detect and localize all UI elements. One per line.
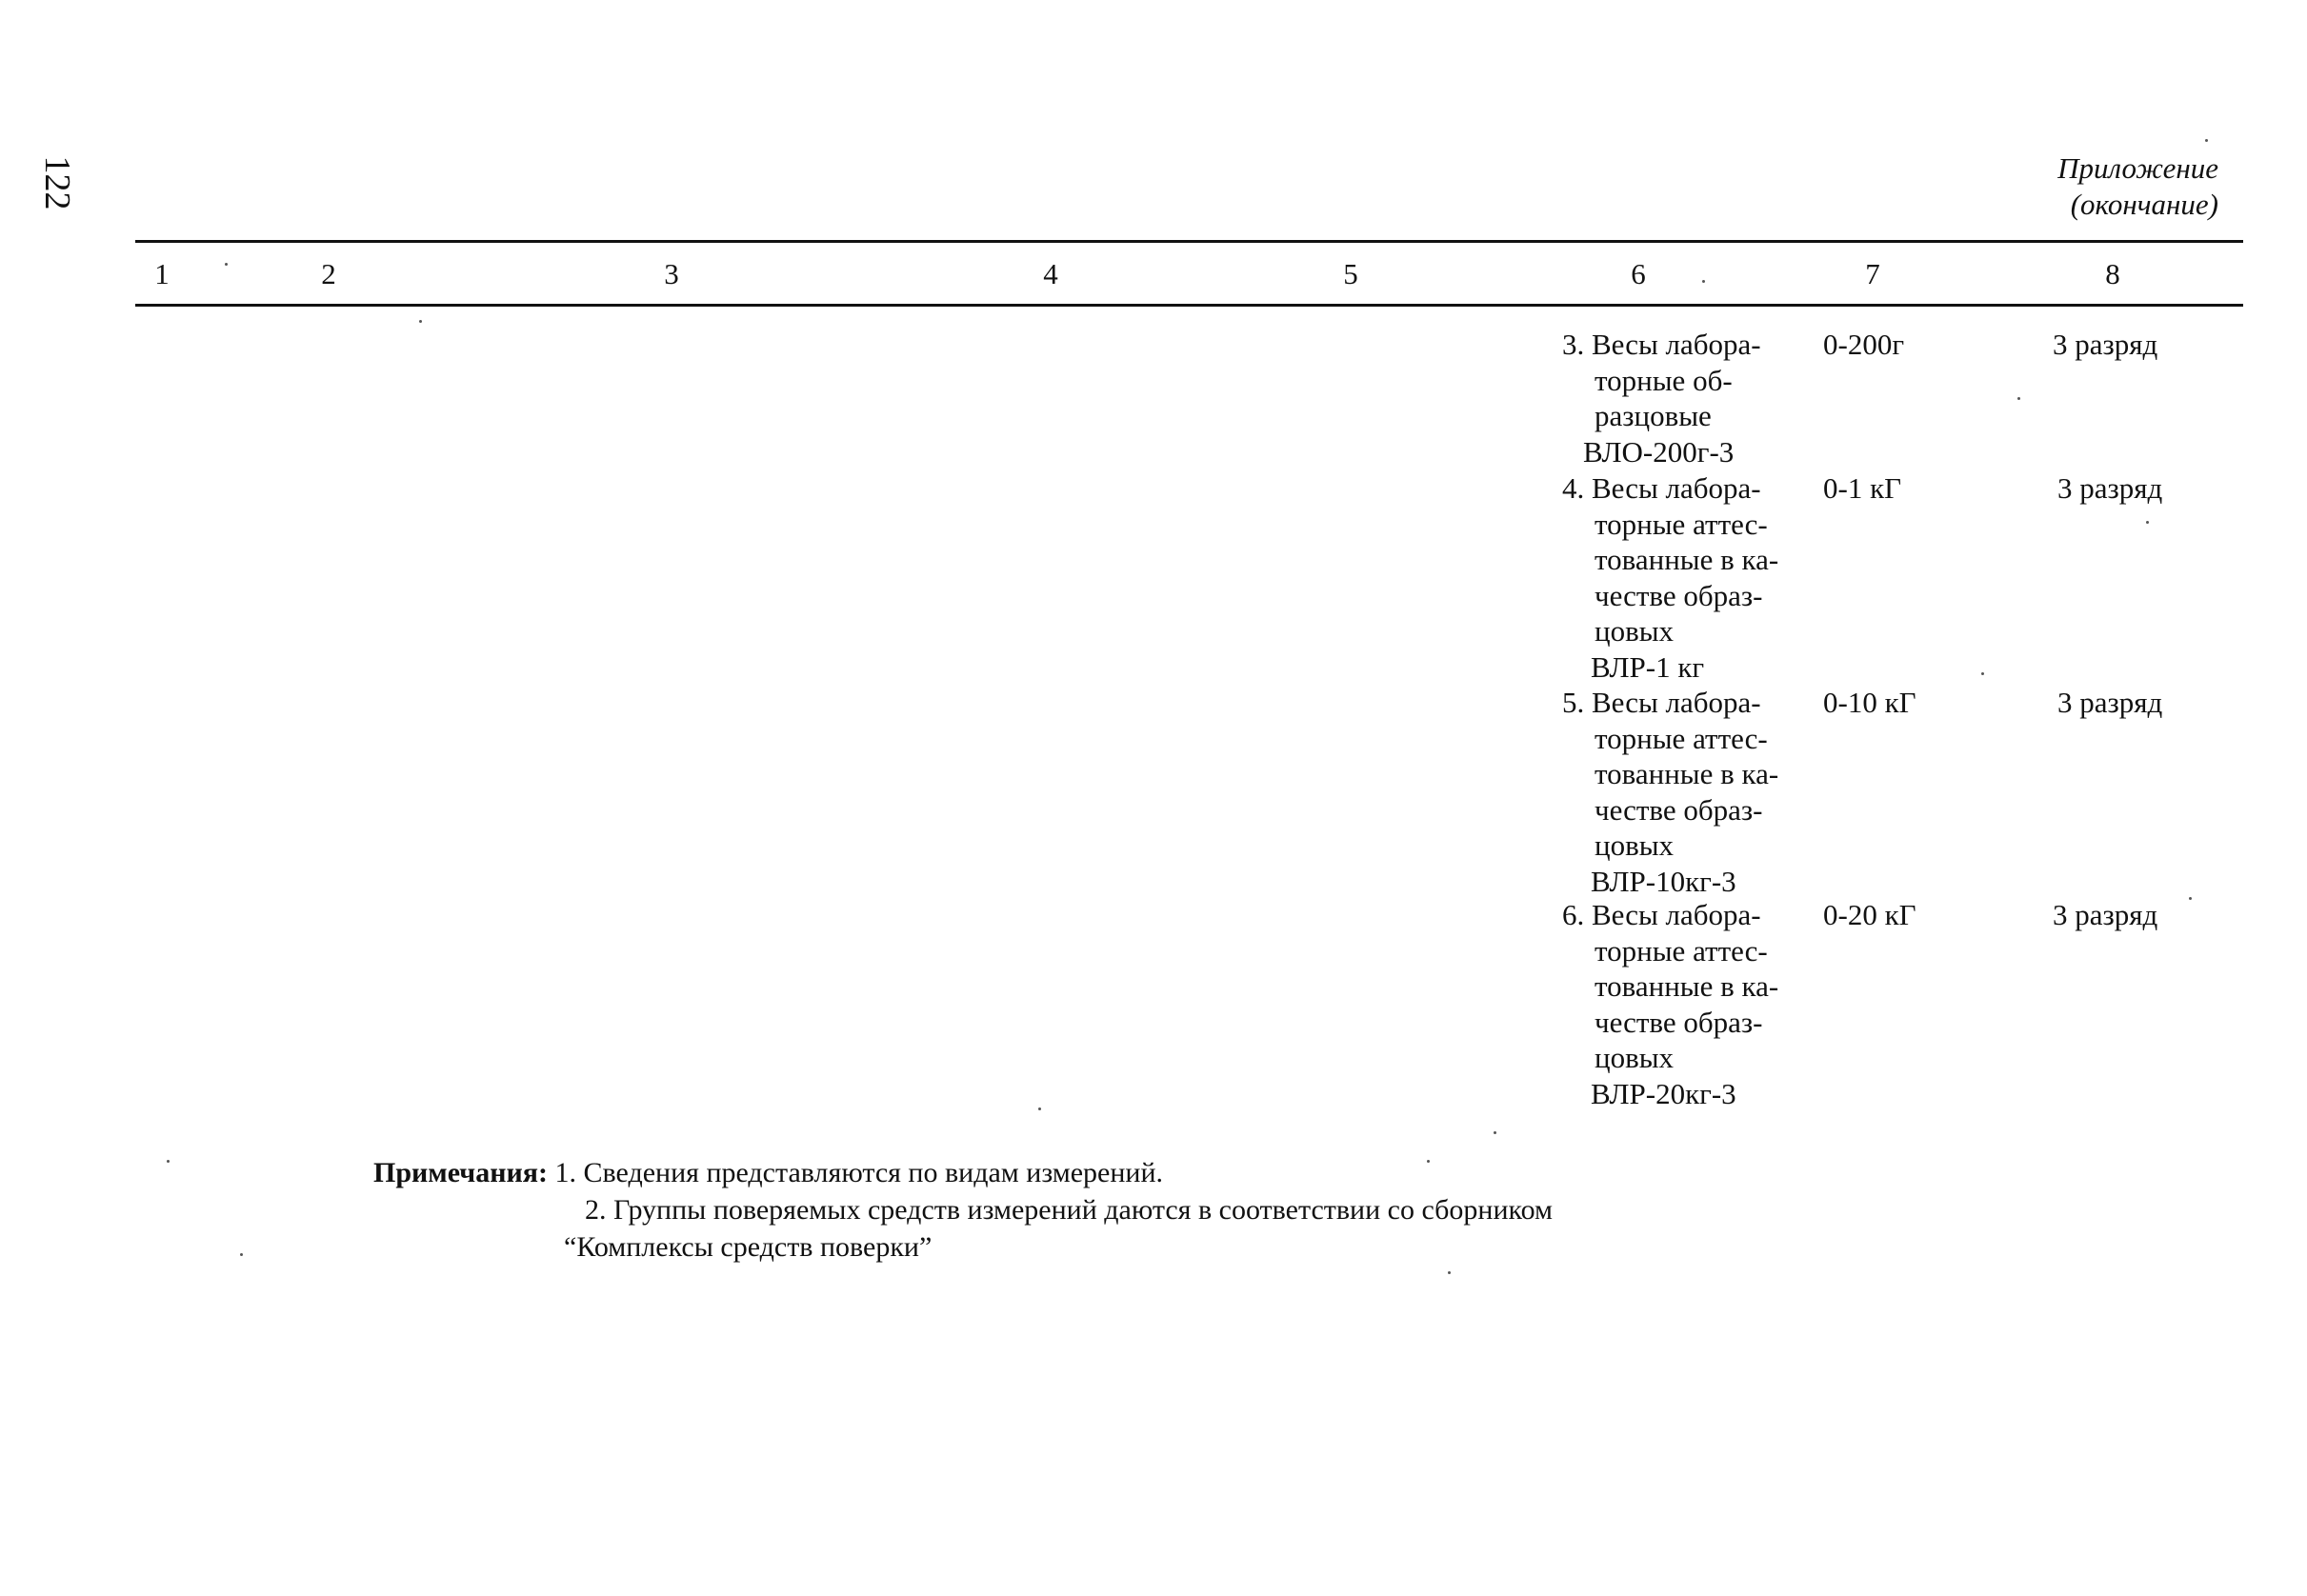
scan-speck bbox=[419, 320, 422, 323]
scan-speck bbox=[167, 1160, 170, 1163]
notes-block bbox=[373, 1154, 1553, 1266]
measurement-range: 0-10 кГ bbox=[1823, 686, 1916, 719]
instrument-name-line: честве образ- bbox=[1595, 792, 1763, 827]
scan-speck bbox=[1448, 1271, 1451, 1274]
measurement-range: 0-200г bbox=[1823, 328, 1905, 361]
note-item-2: 2. Группы поверяемых средств измерений даются в соответствии со сборником bbox=[585, 1194, 1553, 1226]
column-header-8: 8 bbox=[2105, 257, 2120, 290]
appendix-title: Приложение bbox=[2057, 151, 2218, 185]
column-header-3: 3 bbox=[664, 257, 679, 290]
scan-speck bbox=[240, 1253, 243, 1256]
column-header-4: 4 bbox=[1043, 257, 1058, 290]
instrument-name bbox=[1562, 470, 1810, 685]
instrument-name-line: цовых bbox=[1595, 828, 1675, 862]
instrument-name-line: цовых bbox=[1595, 1041, 1675, 1074]
accuracy-grade: 3 разряд bbox=[2053, 898, 2158, 931]
measurement-range: 0-20 кГ bbox=[1823, 898, 1916, 931]
instrument-name-line: тованные в ка- bbox=[1595, 543, 1779, 576]
column-header-2: 2 bbox=[321, 257, 336, 290]
instrument-name-line: ВЛО-200г-3 bbox=[1583, 434, 1735, 469]
scan-speck bbox=[2017, 397, 2020, 400]
scan-speck bbox=[1494, 1131, 1496, 1134]
instrument-name-line: торные аттес- bbox=[1595, 933, 1768, 968]
table-header-rule bbox=[135, 304, 2243, 307]
instrument-name-line: цовых bbox=[1595, 614, 1675, 648]
notes-label: Примечания: bbox=[373, 1157, 549, 1188]
scan-speck bbox=[2146, 521, 2149, 524]
instrument-name-line: честве образ- bbox=[1595, 1005, 1763, 1039]
accuracy-grade: 3 разряд bbox=[2057, 686, 2163, 719]
table-top-rule bbox=[135, 240, 2243, 243]
instrument-name bbox=[1562, 327, 1810, 469]
page-number: 122 bbox=[37, 155, 77, 210]
column-header-1: 1 bbox=[154, 257, 170, 290]
note-row-3 bbox=[373, 1228, 1553, 1266]
instrument-name-line: честве образ- bbox=[1595, 578, 1763, 612]
column-header-5: 5 bbox=[1343, 257, 1358, 290]
scan-speck bbox=[1038, 1107, 1041, 1110]
note-row-2 bbox=[373, 1191, 1553, 1228]
instrument-name-line: тованные в ка- bbox=[1595, 969, 1779, 1003]
instrument-name-line: 6. Весы лабора- bbox=[1562, 898, 1761, 931]
scan-speck bbox=[1981, 672, 1984, 675]
scan-speck bbox=[1427, 1160, 1430, 1163]
scan-speck bbox=[225, 263, 228, 266]
instrument-name-line: ВЛР-10кг-3 bbox=[1591, 864, 1736, 898]
note-item-2-continuation: “Комплексы средств поверки” bbox=[564, 1231, 933, 1263]
instrument-name bbox=[1562, 685, 1810, 899]
instrument-name-line: торные аттес- bbox=[1595, 721, 1768, 755]
scan-speck bbox=[2205, 139, 2208, 142]
scan-speck bbox=[2189, 897, 2192, 900]
instrument-name-line: 4. Весы лабора- bbox=[1562, 471, 1761, 505]
accuracy-grade: 3 разряд bbox=[2057, 471, 2163, 505]
instrument-name bbox=[1562, 897, 1810, 1111]
appendix-subtitle: (окончание) bbox=[2070, 188, 2218, 221]
instrument-name-line: торные об- bbox=[1595, 363, 1733, 397]
note-row-1 bbox=[373, 1154, 1553, 1191]
accuracy-grade: 3 разряд bbox=[2053, 328, 2158, 361]
instrument-name-line: ВЛР-20кг-3 bbox=[1591, 1076, 1736, 1110]
column-header-7: 7 bbox=[1865, 257, 1880, 290]
instrument-name-line: ВЛР-1 кг bbox=[1591, 649, 1705, 684]
instrument-name-line: тованные в ка- bbox=[1595, 757, 1779, 790]
appendix-heading bbox=[2057, 150, 2218, 223]
scan-speck bbox=[1702, 280, 1705, 283]
instrument-name-line: 3. Весы лабора- bbox=[1562, 328, 1761, 361]
column-header-6: 6 bbox=[1631, 257, 1646, 290]
note-item-1: 1. Сведения представляются по видам измерений. bbox=[554, 1157, 1164, 1188]
instrument-name-line: 5. Весы лабора- bbox=[1562, 686, 1761, 719]
instrument-name-line: торные аттес- bbox=[1595, 507, 1768, 541]
measurement-range: 0-1 кГ bbox=[1823, 471, 1902, 505]
instrument-name-line: разцовые bbox=[1595, 399, 1712, 432]
